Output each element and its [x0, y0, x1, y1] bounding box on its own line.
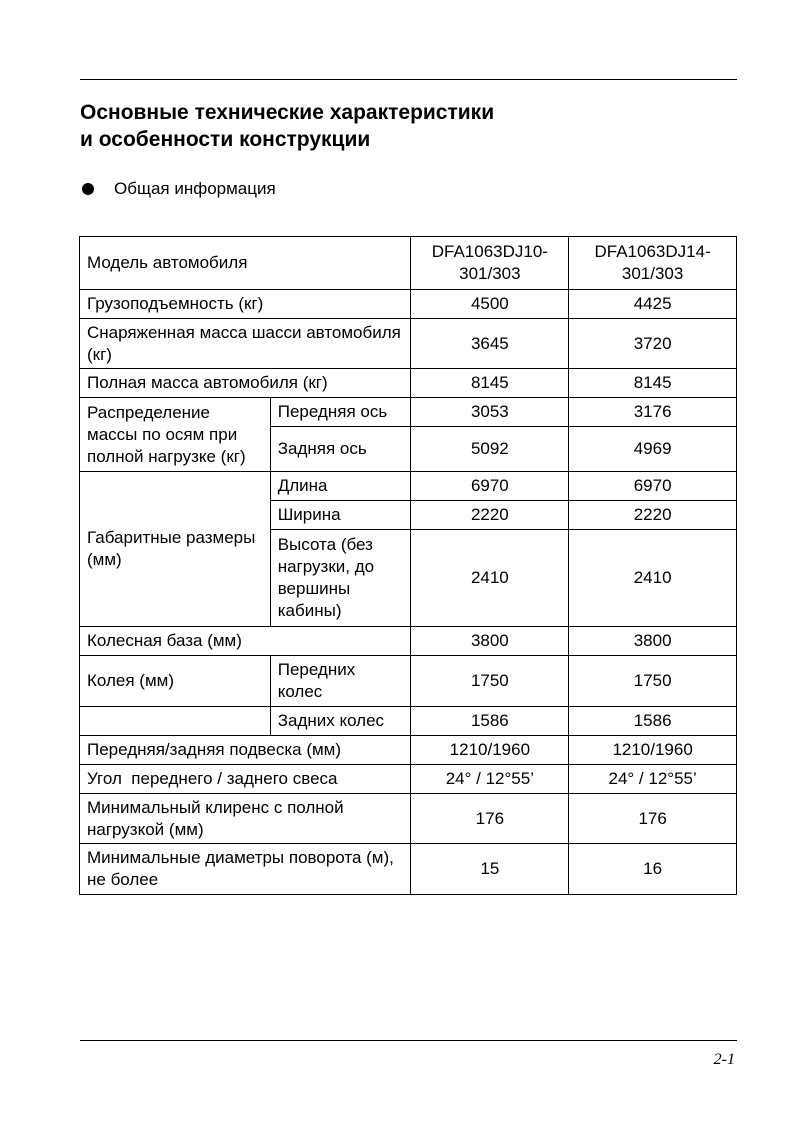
front-wheels-label: Передних колес: [270, 656, 411, 707]
table-row: [80, 707, 737, 736]
rear-wheels-label: Задних колес: [270, 707, 411, 736]
title-line-1: Основные технические характеристики: [80, 101, 495, 124]
curb-1: 3645: [411, 319, 569, 369]
front-axle-1: 3053: [411, 398, 569, 427]
turning-label: Минимальные диаметры поворота (м), не более: [80, 844, 411, 895]
rear-axle-2: 4969: [569, 427, 737, 472]
bullet-icon: [82, 183, 94, 195]
angle-label: Угол переднего / заднего свеса: [80, 765, 411, 794]
table-row: [80, 290, 737, 319]
spec-table: [79, 236, 737, 895]
width-2: 2220: [569, 501, 737, 530]
axle-dist-label: Распределение массы по осям при полной нагрузке (кг): [80, 398, 271, 472]
rear-axle-1: 5092: [411, 427, 569, 472]
wheelbase-2: 3800: [569, 627, 737, 656]
table-row: [80, 736, 737, 765]
model-label: Модель автомобиля: [80, 237, 411, 290]
table-row: [80, 319, 737, 369]
front-track-1: 1750: [411, 656, 569, 707]
overhang-1: 1210/1960: [411, 736, 569, 765]
width-label: Ширина: [270, 501, 411, 530]
height-2: 2410: [569, 530, 737, 627]
front-track-2: 1750: [569, 656, 737, 707]
table-row: [80, 472, 737, 501]
model-2: DFA1063DJ14-301/303: [569, 237, 737, 290]
section-heading-text: Общая информация: [114, 179, 276, 198]
curb-2: 3720: [569, 319, 737, 369]
section-heading: [82, 178, 276, 200]
wheelbase-1: 3800: [411, 627, 569, 656]
payload-1: 4500: [411, 290, 569, 319]
angle-1: 24° / 12°55’: [411, 765, 569, 794]
gross-2: 8145: [569, 369, 737, 398]
gross-1: 8145: [411, 369, 569, 398]
clearance-1: 176: [411, 794, 569, 844]
page-title: [80, 99, 494, 153]
payload-2: 4425: [569, 290, 737, 319]
top-rule: [80, 79, 737, 80]
gross-label: Полная масса автомобиля (кг): [80, 369, 411, 398]
length-2: 6970: [569, 472, 737, 501]
track-label: Колея (мм): [80, 656, 271, 707]
front-axle-2: 3176: [569, 398, 737, 427]
table-row: [80, 794, 737, 844]
payload-label: Грузоподъемность (кг): [80, 290, 411, 319]
turning-2: 16: [569, 844, 737, 895]
table-row: [80, 398, 737, 427]
table-row: [80, 844, 737, 895]
turning-1: 15: [411, 844, 569, 895]
overhang-2: 1210/1960: [569, 736, 737, 765]
height-1: 2410: [411, 530, 569, 627]
wheelbase-label: Колесная база (мм): [80, 627, 411, 656]
table-row: [80, 237, 737, 290]
clearance-label: Минимальный клиренс с полной нагрузкой (мм): [80, 794, 411, 844]
angle-2: 24° / 12°55’: [569, 765, 737, 794]
title-line-2: и особенности конструкции: [80, 128, 371, 151]
curb-label: Снаряженная масса шасси автомобиля (кг): [80, 319, 411, 369]
rear-track-1: 1586: [411, 707, 569, 736]
overhang-label: Передняя/задняя подвеска (мм): [80, 736, 411, 765]
bottom-rule: [80, 1040, 737, 1041]
table-row: [80, 656, 737, 707]
length-1: 6970: [411, 472, 569, 501]
front-axle-label: Передняя ось: [270, 398, 411, 427]
empty-cell: [80, 707, 271, 736]
height-label: Высота (без нагрузки, до вершины кабины): [270, 530, 411, 627]
model-1: DFA1063DJ10-301/303: [411, 237, 569, 290]
rear-track-2: 1586: [569, 707, 737, 736]
table-row: [80, 765, 737, 794]
table-row: [80, 627, 737, 656]
page-number: 2-1: [713, 1051, 735, 1068]
length-label: Длина: [270, 472, 411, 501]
dims-label: Габаритные размеры (мм): [80, 472, 271, 627]
width-1: 2220: [411, 501, 569, 530]
table-row: [80, 369, 737, 398]
clearance-2: 176: [569, 794, 737, 844]
rear-axle-label: Задняя ось: [270, 427, 411, 472]
